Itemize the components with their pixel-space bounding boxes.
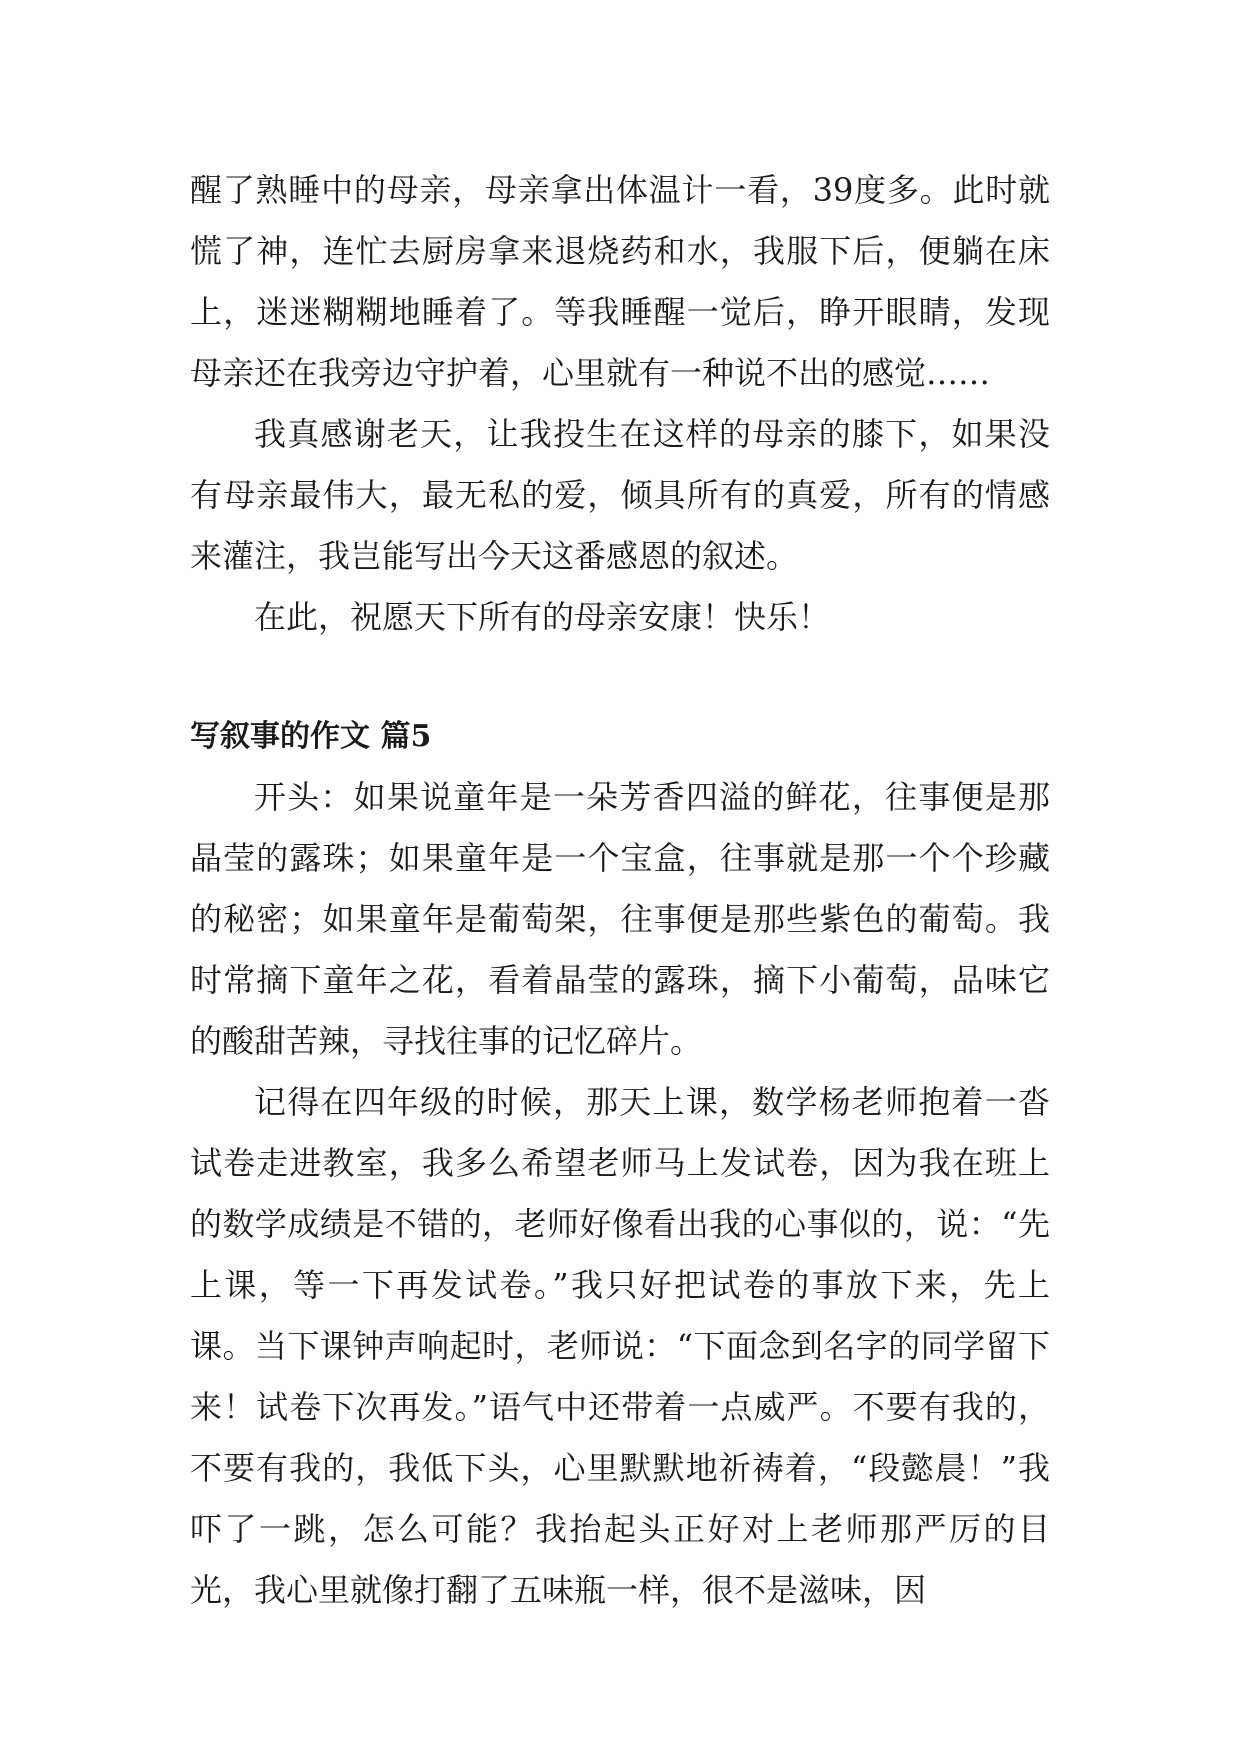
paragraph-mother-fever: 醒了熟睡中的母亲，母亲拿出体温计一看，39度多。此时就慌了神，连忙去厨房拿来退烧药和水，我服下后，便躺在床上，迷迷糊糊地睡着了。等我睡醒一觉后，睁开眼睛，发现母亲还在我旁边守护着，心里就有一种说不出的感觉…… [190,171,1050,392]
paragraph-opening: 开头：如果说童年是一朵芳香四溢的鲜花，往事便是那晶莹的露珠；如果童年是一个宝盒，往事就是那一个个珍藏的秘密；如果童年是葡萄架，往事便是那些紫色的葡萄。我时常摘下童年之花，看着晶莹的露珠，摘下小葡萄，品味它的酸甜苦辣，寻找往事的记忆碎片。 [190,778,1050,1060]
paragraph-gratitude: 我真感谢老天，让我投生在这样的母亲的膝下，如果没有母亲最伟大，最无私的爱，倾具所有的真爱，所有的情感来灌注，我岂能写出今天这番感恩的叙述。 [190,415,1050,575]
paragraph-blessing: 在此，祝愿天下所有的母亲安康！快乐！ [254,598,831,636]
section-heading: 写叙事的作文 篇5 [190,719,432,754]
document-body [190,160,1050,1621]
paragraph-story: 记得在四年级的时候，那天上课，数学杨老师抱着一沓试卷走进教室，我多么希望老师马上发试卷，因为我在班上的数学成绩是不错的，老师好像看出我的心事似的，说：“先上课，等一下再发试卷。”我只好把试卷的事放下来，先上课。当下课钟声响起时，老师说：“下面念到名字的同学留下来！试卷下次再发。”语气中还带着一点威严。不要有我的，不要有我的，我低下头，心里默默地祈祷着，“段懿晨！”我吓了一跳，怎么可能？我抬起头正好对上老师那严厉的目光，我心里就像打翻了五味瓶一样，很不是滋味，因 [190,1083,1050,1609]
